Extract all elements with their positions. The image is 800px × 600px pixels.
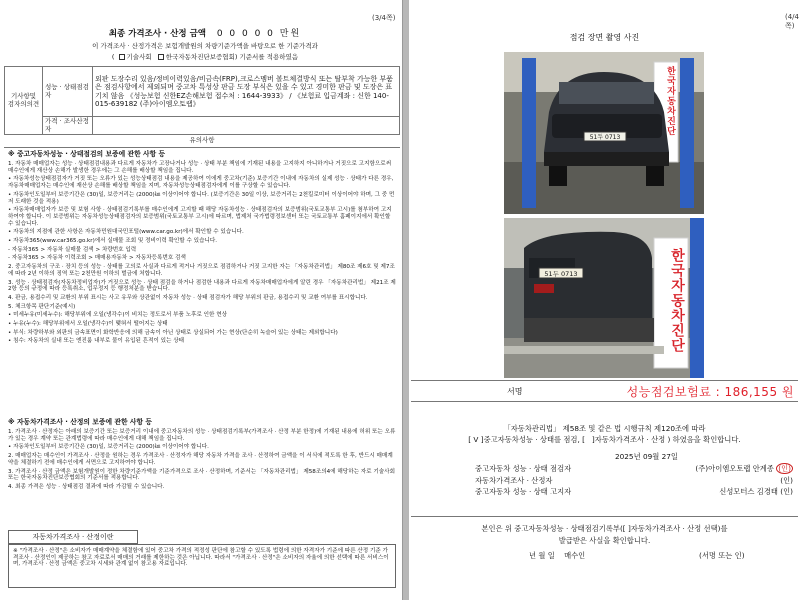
signature-list (475, 463, 793, 498)
option2-checkbox[interactable] (158, 54, 164, 60)
signer-name: 신성모터스 김경태 (719, 487, 778, 497)
tire-left (549, 166, 567, 186)
tire-right (646, 166, 664, 186)
appraiser-opinion-text (93, 117, 400, 135)
notice-item: - 자동차365 > 자동차 이력조회 > 매매용자동차 > 자동차등록번호 검색 (8, 255, 186, 262)
opinion-table (4, 66, 400, 135)
price-standard-options: ( 기술사회 한국자동차진단보증협회) 기준서를 적용하였음 (111, 52, 299, 61)
law-line-2b: ]자동차가격조사 · 산정 ) 하였음을 확인합니다. (591, 434, 741, 444)
lift-pillar-right (680, 58, 694, 208)
notice-item: • 자동차의 지점에 관한 사항은 자동차민원대국민포털(www.car.go.kr)에서 확인할 수 있습니다. (8, 229, 244, 236)
notice-title: 유의사항 (4, 134, 400, 148)
price-label: 최종 가격조사 · 산정 금액 (108, 29, 207, 39)
seal-mark: (인) (778, 464, 791, 473)
law-statement (409, 424, 800, 446)
price-warranty-section-title: ※ 자동차가격조사 · 산정의 보증에 관한 사항 등 (8, 418, 152, 426)
banner-text-2: 한국자동차진단 (669, 248, 685, 353)
page-number: (3/4쪽) (372, 14, 396, 22)
notice-item: • 부식: 차량하부와 외판의 금속표면이 화학반응에 의해 금속이 아닌 상태로 상실되어 가는 현상(단순히 녹슬어 있는 상태는 제외합니다) (8, 329, 338, 336)
price-warranty-items (8, 429, 396, 491)
issue-line-1: 본인은 위 중고자동차성능 · 상태점검기록부([ ]자동차가격조사 · 산정 선택)를 (481, 524, 728, 533)
warranty-section-title: ※ 중고자동차성능 · 상태점검의 보증에 관한 사항 등 (8, 150, 166, 158)
notice-item: 1. 자동차 매매업자는 성능 · 상태점검내용과 다르게 자동차가 고장나거나 성능 · 상태 부분 책임에 기재된 내용을 고지하지 아니하거나 거짓으로 고지함으로써 매수인에게 재산상 손해가 발생한 경우에는 그 손해를 배상할 책임을 집니다. (8, 161, 392, 174)
page-number: (4/4쪽) (785, 13, 799, 30)
windshield (559, 82, 654, 104)
notice-item: • 자동차매매업자가 보증 및 보험 사항 · 상태점검기록부를 매수인에게 고지할 때 해당 자동차성능 · 상태점검자의 보증범위(국토교통부 고시)를 첨부하여 고지하여야 합니다. 이 보증범위는 자동차성능상태점검자의 보증범위(국토교통부 고시)에 따르며, 법제처 국가법령정보센터 또는 국토교통부 홈페이지에서 확인할 수 있습니다. (8, 207, 392, 227)
signer-role: 중고자동차 성능 · 상태 점검자 (475, 464, 572, 473)
notice-item: 4. 최종 가격은 성능 · 상태점검 결과에 따라 가감될 수 있습니다. (8, 483, 165, 490)
inspection-photo-rear (504, 218, 704, 378)
insurance-fee: 성능점검보험료 : 186,155 원 (626, 385, 794, 399)
signer-role: 중고자동차 성능 · 상태 고지자 (475, 487, 572, 497)
issue-date: 2025년 09월 27일 (615, 452, 678, 461)
notice-item: • 침수: 자동차의 실내 또는 엔진룸 내부로 물이 유입된 흔적이 있는 상태 (8, 338, 185, 345)
front-bumper (544, 152, 669, 166)
price-warranty-section (8, 418, 396, 528)
inspector-label: 성능 · 상태점검자 (43, 67, 93, 117)
price-amount: 0 0 0 0 0 만원 (216, 29, 302, 39)
plate-front-text: 51두 0713 (589, 134, 621, 141)
notice-item: • 자동차365(www.car365.go.kr)에서 실매물 조회 및 정비이력 확인할 수 있습니다. (8, 238, 218, 245)
signature-row (475, 475, 793, 487)
price-section (40, 26, 370, 61)
tail-light (534, 284, 554, 293)
appraiser-label: 가격 · 조사산정자 (43, 117, 93, 135)
option-suffix: ) 기준서를 적용하였음 (234, 52, 299, 61)
inspector-opinion-text: 외판 도장수리 있음/정비이력있음/비금속(FRP),크로스멤버 볼트체결방식 또는 탈부착 가능한 부품은 점검사항에서 제외되며 중고차 특성상 판금 도장 부식은 있을 수 있고 경미한 판금 및 도장은 표기치 않음 《성능보험 신한EZ손해보험 접수처 : 1644-3933》 / 《보험료 입금계좌 : 신한 140-015-639182 (주)아이엠오토랩》 (93, 67, 400, 117)
notice-item: • 누유(누수): 해당부위에서 오일(냉각수)이 맺혀서 떨어지는 상태 (8, 321, 168, 328)
undercarriage (524, 318, 654, 342)
notice-item: 1. 가격조사 · 산정자는 아래의 보증기간 또는 보증거리 이내에 중고자동차의 성능 · 상태점검기록부(가격조사 · 산정 부분 한정)에 기재된 내용에 허위 또는 오류가 있는 경우 계약 또는 관계법령에 따라 매수인에게 대해 책임을 집니다. (8, 429, 396, 442)
option2-label: 한국자동차진단보증협회 (165, 52, 235, 61)
opinion-side-label: 기사항및 검자의의견 (5, 67, 43, 135)
option1-checkbox[interactable] (119, 54, 125, 60)
buyer-label: 매수인 (564, 551, 586, 560)
photo-title: 점검 장면 촬영 사진 (569, 33, 640, 42)
notice-item: 2. 중고자동차의 구조 · 장치 등의 성능 · 상태를 고의로 사실과 다르게 적거나 거짓으로 점검하거나 거짓 고지한 자는 「자동차관리법」 제80조 제6호 및 제7조에 따라 2년 이하의 징역 또는 2천만원 이하의 벌금에 처합니다. (8, 264, 395, 277)
sign-label: 서명 (507, 387, 523, 396)
notice-item: 4. 판금, 용접수리 및 교환의 부위 표시는 사고 유무와 상관없이 자동차 성능 · 상태 점검자가 해당 부위의 판금, 용접수리 및 교환 여부를 표시합니다. (8, 294, 368, 301)
notice-item: 2. 매매업자는 매수인이 가격조사 · 산정을 원하는 경우 가격조사 · 산정자가 해당 자동차 가격을 조사 · 산정하여 금액을 이 서식에 적도록 한 후, 반드시 매매계약을 체결하기 전에 매수인에게 서면으로 고지하여야 합니다. (8, 453, 393, 466)
buyer-date: 년 월 일 (529, 551, 555, 560)
inspection-photo-front (504, 52, 704, 214)
fee-row (411, 380, 798, 402)
banner-text-1: 한국자동차진단 (665, 66, 675, 136)
seal-mark: (인) (780, 487, 793, 497)
signer-name: (주)아이엠오토랩 안계종 (695, 464, 774, 473)
issuance-confirmation (411, 516, 798, 546)
notice-item: • 자동차인도일부터 보증기간은 (30)일, 보증거리는 (2000)㎞ 이상이어야 합니다. (8, 444, 209, 451)
notice-item: - 자동차365 > 자동차 실매물 검색 > 차량번호 입력 (8, 246, 137, 253)
notice-item: 3. 성능 · 상태점검자(자동차정비업자)가 거짓으로 성능 · 상태 점검을 하거나 점검한 내용과 다르게 자동차매매업자에게 알린 경우 「자동차관리법」 제21조 제2항 등의 규정에 따라 등록취소, 업무정지 등 행정처분을 받습니다. (8, 279, 396, 293)
bottom-box-title: 자동차가격조사 · 산정이란 (8, 530, 138, 544)
signer-role: 자동차가격조사 · 산정자 (475, 475, 553, 485)
lift-pillar (690, 218, 704, 378)
right-page (409, 0, 800, 600)
law-line-2 (409, 435, 800, 446)
law-line-2a: [ V ]중고자동차성능 · 상태를 점검, [ (468, 434, 585, 444)
buyer-signature: (서명 또는 인) (699, 551, 745, 560)
signature-row (475, 463, 793, 475)
issue-line-2: 발급받은 사실을 확인합니다. (558, 535, 651, 545)
option1-label: 기술사회 (126, 52, 152, 61)
buyer-line (529, 551, 585, 561)
price-note: 이 가격조사 · 산정가격은 보험개발원의 차량기준가액을 바탕으로 한 기준가격과 (92, 42, 318, 50)
notice-item: • 자동차인도일부터 보증기간은 (30)일, 보증거리는 (2000)㎞ 이상이어야 합니다. (보증기간은 30일 이상, 보증거리는 2천킬로미터 이상이어야 하며, 그 중 먼저 도래한 것을 적용) (8, 191, 395, 205)
signature-row (475, 486, 793, 498)
law-line-1: 「자동차관리법」 제58조 및 같은 법 시행규칙 제120조에 따라 (503, 424, 706, 433)
lift-ramp (504, 346, 664, 354)
lift-pillar-left (522, 58, 536, 208)
notice-item: 3. 가격조사 · 산정 금액은 보험개발원이 정한 차량기준가액을 기준가격으로 조사 · 산정하며, 기준서는 「자동차관리법」 제58조의4에 해당하는 자로 기술사회 또는 한국자동차진단보증협회의 기준서를 적용합니다. (8, 468, 395, 482)
warranty-items (8, 161, 396, 345)
notice-item: • 미세누유(미세누수): 해당부위에 오일(냉각수)이 비치는 정도로서 부품 노후로 인한 현상 (8, 312, 228, 319)
notice-item: • 자동차성능상태점검자가 거짓 또는 오류가 있는 성능상태점검 내용을 제공하여 이에게 중고차(기준) 보증기간 이내에 자동차의 실제 성능 · 상태가 다른 경우, 자동차매매업자는 매수인에 재산상 손해를 배상할 책임을 지며, 자동차성능상태점검자에게 이를 구상할 수 있습니다. (8, 176, 394, 190)
bottom-box-text: ※ "가격조사 · 산정"은 소비자가 매매계약을 체결함에 있어 중고차 가격의 적정성 판단에 참고할 수 있도록 법령에 의한 자격자가 기준에 따른 산정 기준 가격조사 · 산정인이 제공하는 참고 자료로서 매매의 거래를 제한하는 것은 아닙니다. 따라서 "가격조사 · 산정"은 소비자의 자율에 의한 선택에 따른 서비스이며, 가격조사 · 산정 금액은 중고차 시세와 관계 없이 참고용 자료입니다. (8, 544, 396, 588)
seal-mark: (인) (780, 475, 793, 485)
plate-rear-text: 51두 0713 (544, 270, 578, 278)
notice-item: 5. 체크항목 판단기준(예시) (8, 303, 76, 310)
warranty-section (8, 150, 396, 412)
